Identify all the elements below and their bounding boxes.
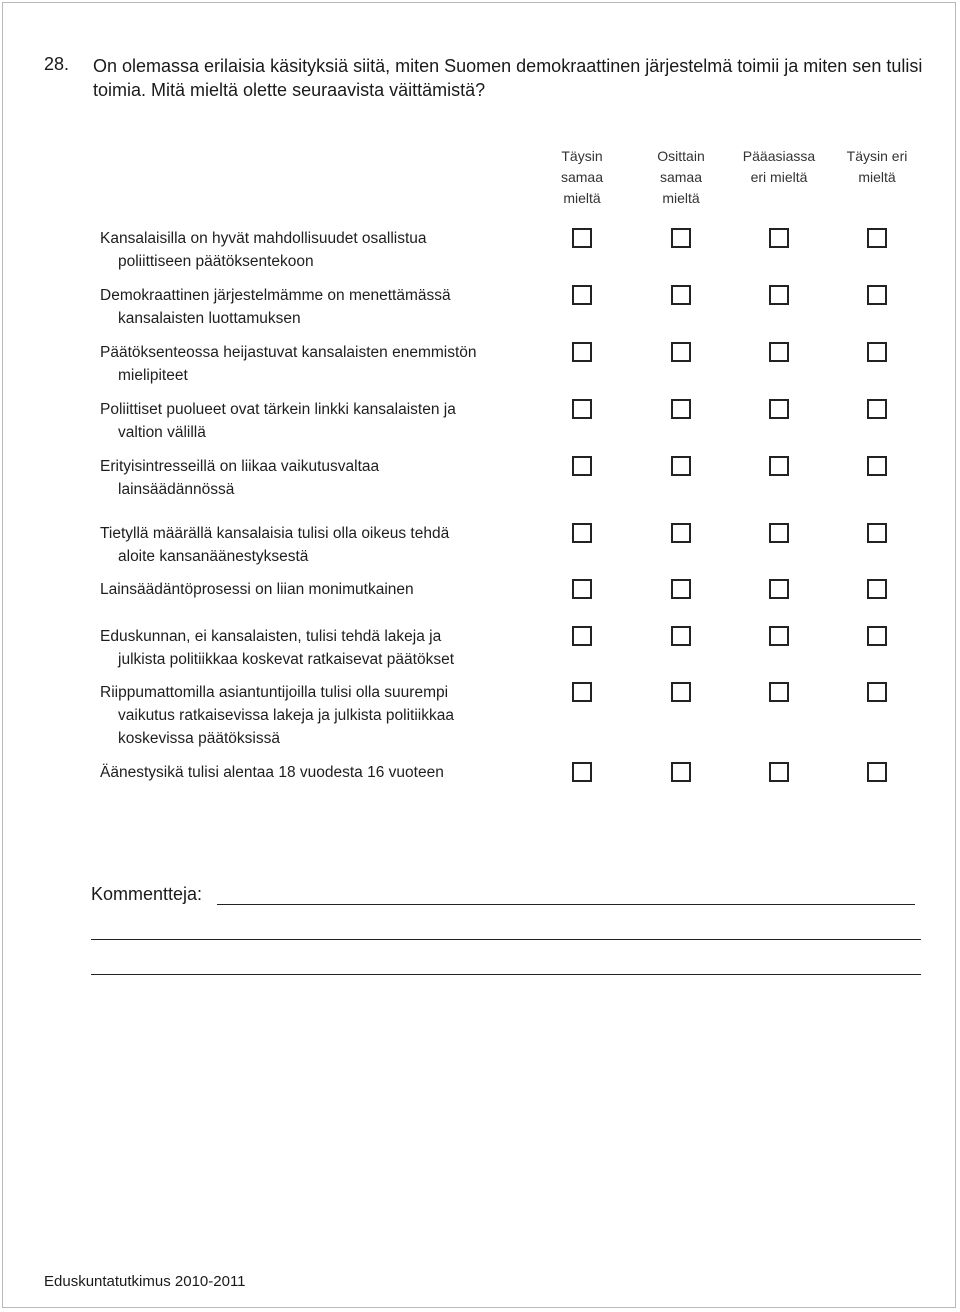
statement-8	[100, 625, 540, 671]
checkbox-row6-col2[interactable]	[671, 523, 691, 543]
checkbox-row8-col3[interactable]	[769, 626, 789, 646]
checkbox-row9-col1[interactable]	[572, 682, 592, 702]
question-text: On olemassa erilaisia käsityksiä siitä, miten Suomen demokraattinen järjestelmä toimii ja miten sen tulisi toimia. Mitä mieltä olette seuraavista väittämistä?	[93, 56, 923, 100]
comment-line-3[interactable]	[91, 974, 921, 975]
checkbox-row1-col4[interactable]	[867, 228, 887, 248]
statement-line: Tietyllä määrällä kansalaisia tulisi olla oikeus tehdä	[100, 525, 450, 542]
statement-line: vaikutus ratkaisevissa lakeja ja julkista politiikkaa	[118, 707, 454, 724]
statement-line: Riippumattomilla asiantuntijoilla tulisi olla suurempi	[100, 684, 449, 701]
statement-1	[100, 227, 540, 273]
statement-line: Demokraattinen järjestelmämme on menettämässä	[100, 287, 451, 304]
column-header-1	[534, 146, 630, 209]
checkbox-row1-col3[interactable]	[769, 228, 789, 248]
checkbox-row5-col1[interactable]	[572, 456, 592, 476]
statement-line: Päätöksenteossa heijastuvat kansalaisten enemmistön	[100, 344, 477, 361]
checkbox-row4-col3[interactable]	[769, 399, 789, 419]
checkbox-row3-col4[interactable]	[867, 342, 887, 362]
column-header-line: samaa	[659, 169, 703, 185]
column-header-2	[633, 146, 729, 209]
statement-3	[100, 341, 540, 387]
column-header-line: samaa	[560, 169, 604, 185]
statement-line: lainsäädännössä	[118, 481, 235, 498]
checkbox-row8-col4[interactable]	[867, 626, 887, 646]
column-header-line: mieltä	[563, 190, 601, 206]
statement-2	[100, 284, 540, 330]
checkbox-row5-col2[interactable]	[671, 456, 691, 476]
column-header-3	[731, 146, 827, 188]
checkbox-row9-col4[interactable]	[867, 682, 887, 702]
statement-line: Äänestysikä tulisi alentaa 18 vuodesta 16 vuoteen	[100, 764, 444, 781]
checkbox-row3-col2[interactable]	[671, 342, 691, 362]
checkbox-row3-col3[interactable]	[769, 342, 789, 362]
checkbox-row6-col3[interactable]	[769, 523, 789, 543]
statement-line: julkista politiikkaa koskevat ratkaisevat päätökset	[118, 651, 454, 668]
checkbox-row2-col1[interactable]	[572, 285, 592, 305]
checkbox-row9-col3[interactable]	[769, 682, 789, 702]
checkbox-row10-col3[interactable]	[769, 762, 789, 782]
checkbox-row8-col2[interactable]	[671, 626, 691, 646]
statement-6	[100, 522, 540, 568]
statement-line: Lainsäädäntöprosessi on liian monimutkainen	[100, 581, 414, 598]
checkbox-row10-col1[interactable]	[572, 762, 592, 782]
statement-line: kansalaisten luottamuksen	[118, 310, 301, 327]
statement-line: Kansalaisilla on hyvät mahdollisuudet osallistua	[100, 230, 427, 247]
checkbox-row8-col1[interactable]	[572, 626, 592, 646]
checkbox-row1-col1[interactable]	[572, 228, 592, 248]
checkbox-row3-col1[interactable]	[572, 342, 592, 362]
checkbox-row9-col2[interactable]	[671, 682, 691, 702]
statement-9	[100, 681, 540, 750]
checkbox-row5-col4[interactable]	[867, 456, 887, 476]
statement-5	[100, 455, 540, 501]
checkbox-row2-col3[interactable]	[769, 285, 789, 305]
statement-line: valtion välillä	[118, 424, 206, 441]
statement-line: mielipiteet	[118, 367, 188, 384]
column-header-line: Osittain	[657, 148, 705, 164]
column-header-line: Täysin eri	[846, 148, 908, 164]
checkbox-row10-col2[interactable]	[671, 762, 691, 782]
comment-line-2[interactable]	[91, 939, 921, 940]
checkbox-row6-col4[interactable]	[867, 523, 887, 543]
statement-line: aloite kansanäänestyksestä	[118, 548, 309, 565]
checkbox-row5-col3[interactable]	[769, 456, 789, 476]
column-header-4	[829, 146, 925, 188]
comment-label: Kommentteja:	[91, 884, 203, 904]
checkbox-row1-col2[interactable]	[671, 228, 691, 248]
statement-4	[100, 398, 540, 444]
checkbox-row2-col4[interactable]	[867, 285, 887, 305]
column-header-line: eri mieltä	[750, 169, 808, 185]
column-header-line: mieltä	[662, 190, 700, 206]
question-number: 28.	[44, 54, 70, 74]
checkbox-row4-col2[interactable]	[671, 399, 691, 419]
statement-10	[100, 761, 540, 784]
column-header-line: Täysin	[561, 148, 603, 164]
statement-line: koskevissa päätöksissä	[118, 730, 280, 747]
checkbox-row4-col1[interactable]	[572, 399, 592, 419]
checkbox-row2-col2[interactable]	[671, 285, 691, 305]
checkbox-row7-col2[interactable]	[671, 579, 691, 599]
statement-line: poliittiseen päätöksentekoon	[118, 253, 314, 270]
checkbox-row7-col4[interactable]	[867, 579, 887, 599]
checkbox-row4-col4[interactable]	[867, 399, 887, 419]
column-header-line: mieltä	[858, 169, 896, 185]
statement-line: Eduskunnan, ei kansalaisten, tulisi tehdä lakeja ja	[100, 628, 442, 645]
statement-7	[100, 578, 540, 601]
checkbox-row6-col1[interactable]	[572, 523, 592, 543]
footer-text: Eduskuntatutkimus 2010-2011	[44, 1273, 246, 1290]
checkbox-row7-col3[interactable]	[769, 579, 789, 599]
checkbox-row10-col4[interactable]	[867, 762, 887, 782]
comment-line-1[interactable]	[217, 904, 915, 905]
checkbox-row7-col1[interactable]	[572, 579, 592, 599]
statement-line: Poliittiset puolueet ovat tärkein linkki kansalaisten ja	[100, 401, 456, 418]
statement-line: Erityisintresseillä on liikaa vaikutusvaltaa	[100, 458, 380, 475]
column-header-line: Pääasiassa	[742, 148, 816, 164]
